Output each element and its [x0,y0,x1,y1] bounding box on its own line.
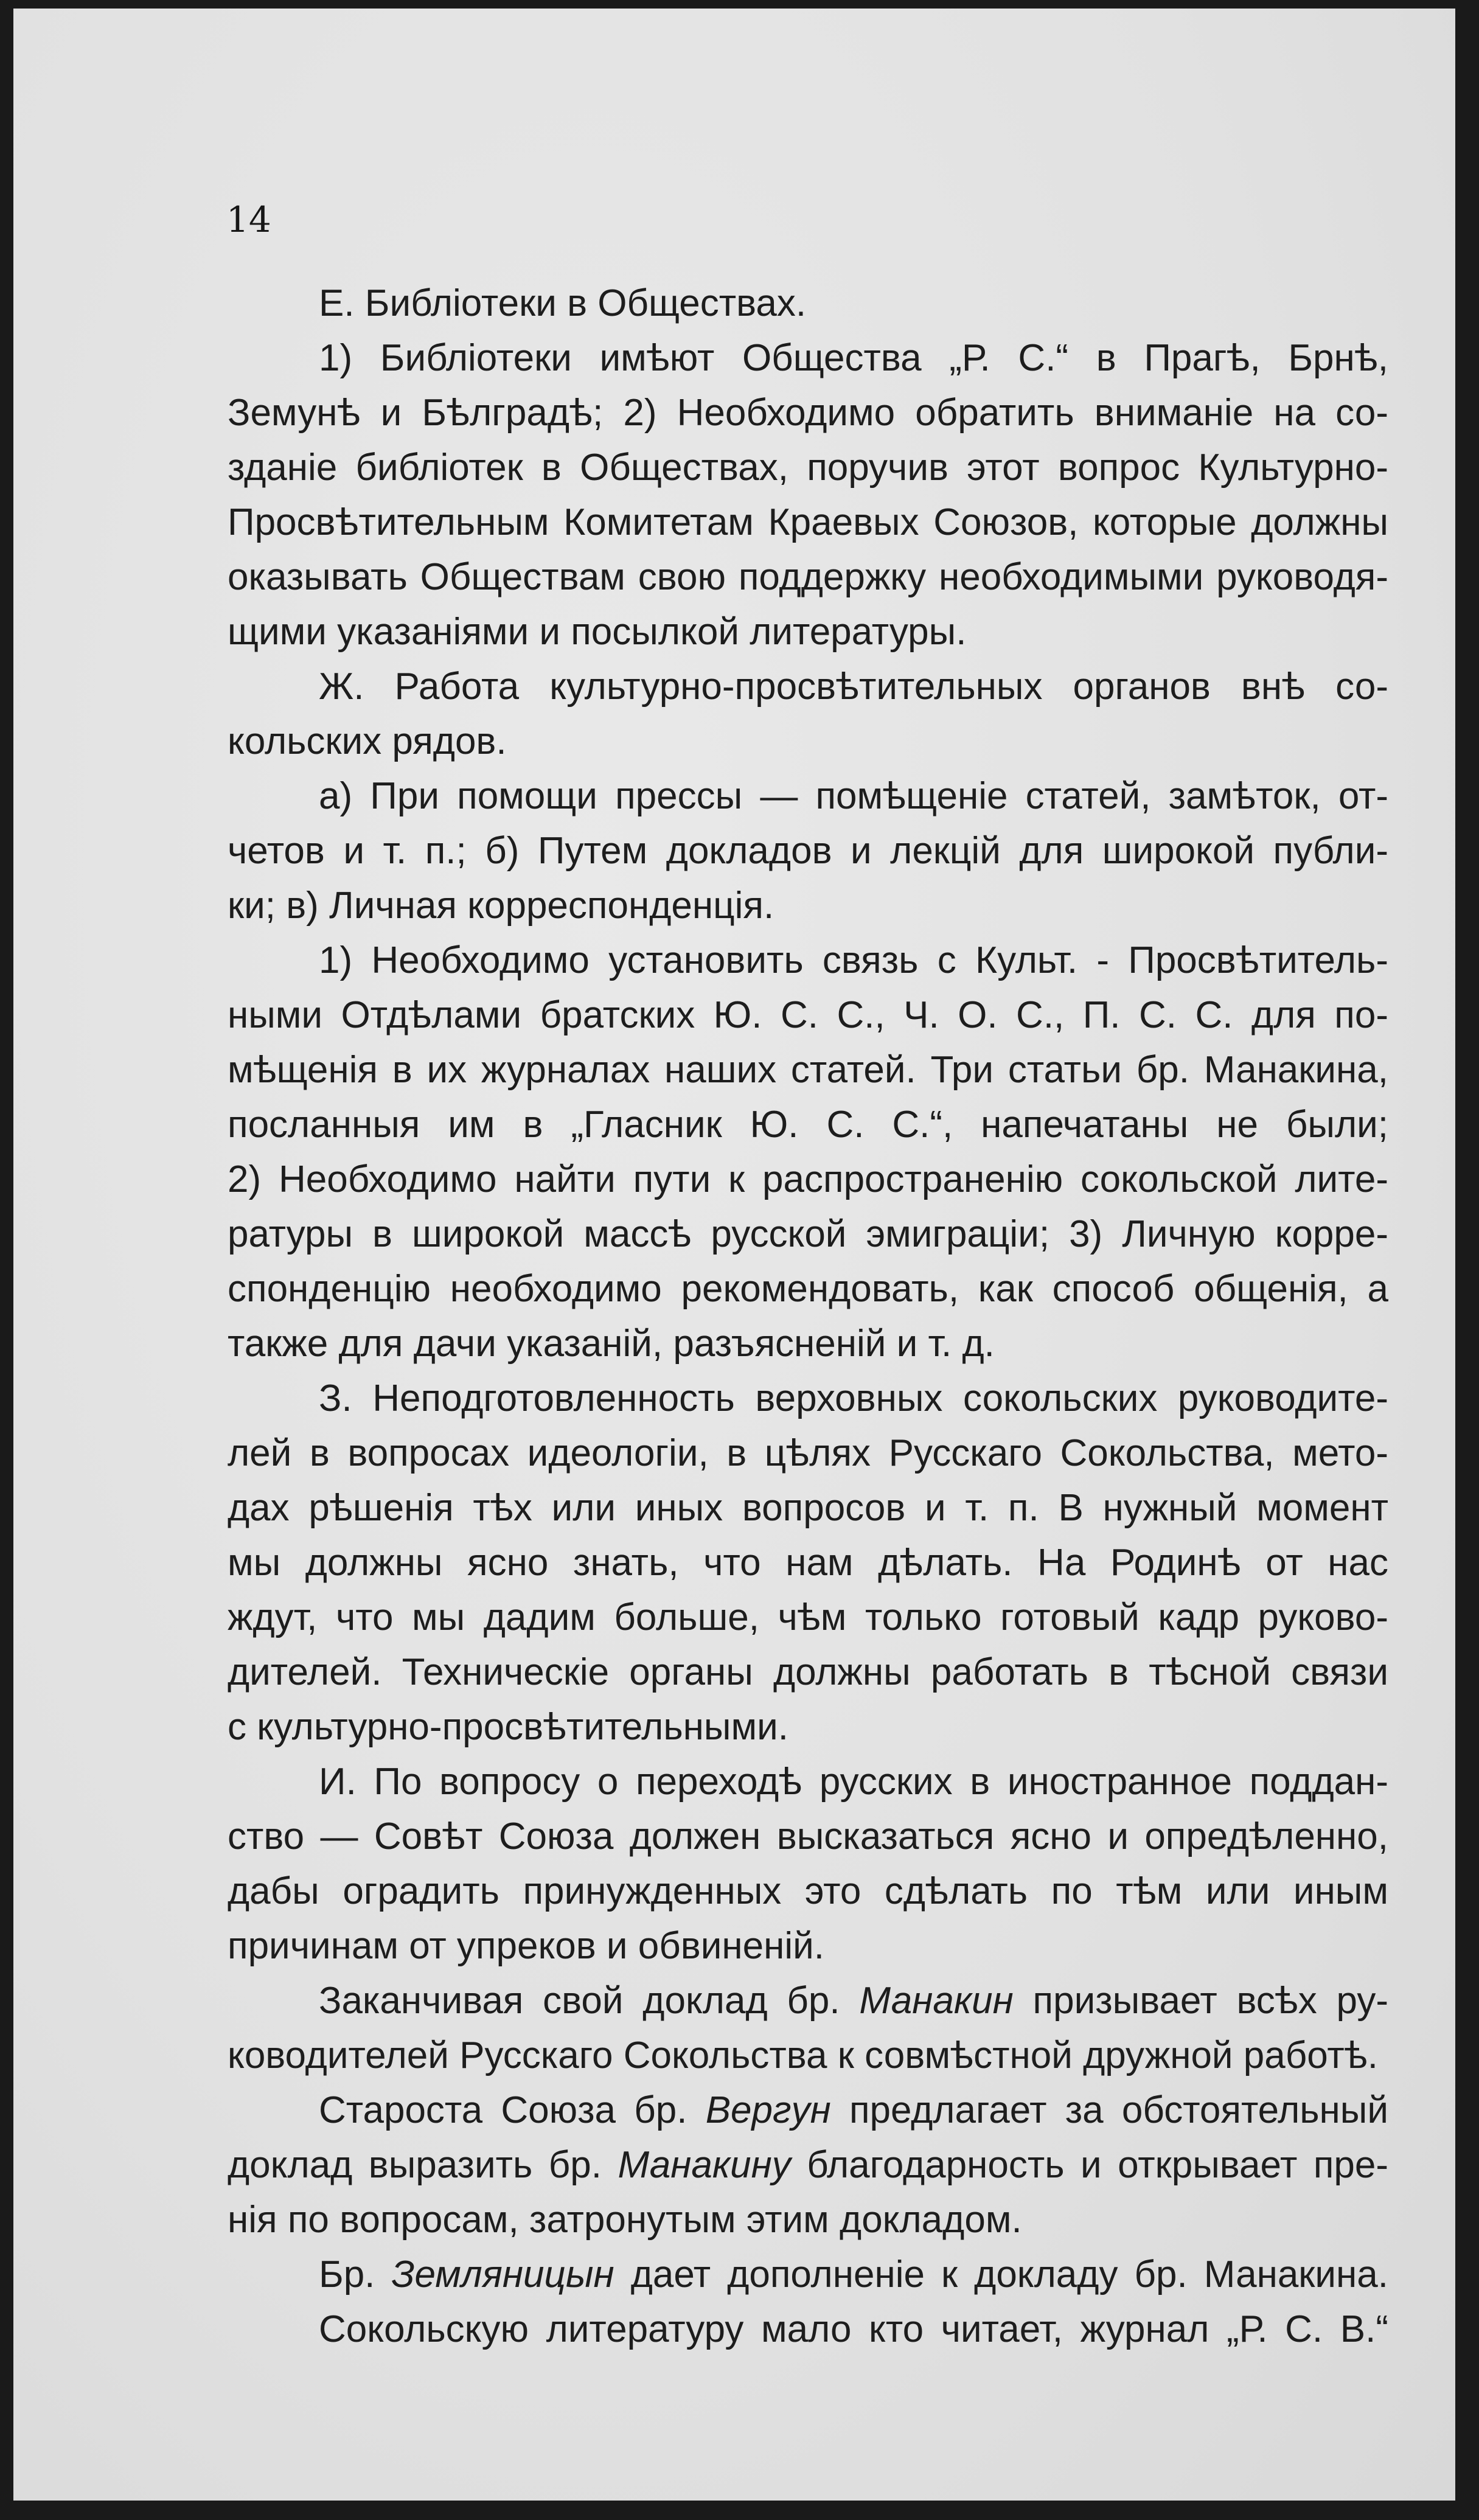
text-line [228,988,1388,1043]
text-run: дает дополненіе к докладу бр. Манакина. [614,2254,1388,2295]
text-line [228,2138,1388,2193]
text-line [228,1207,1388,1262]
text-line [228,1755,1388,1809]
text-run: оказывать Обществам свою поддержку необходимыми руководя- [228,556,1388,598]
text-line [228,1645,1388,1700]
text-run: ководителей Русскаго Сокольства к совмѣстной дружной работѣ. [228,2034,1378,2076]
text-run: Бр. [319,2254,392,2295]
text-line [228,605,1388,660]
text-run: спонденцію необходимо рекомендовать, как способ общенія, а [228,1268,1388,1310]
italic-name: Манакину [618,2144,791,2186]
text-line [228,1371,1388,1426]
text-run: ждут, что мы дадим больше, чѣм только готовый кадр руково- [228,1596,1388,1638]
text-line [228,2028,1388,2083]
page-number: 14 [226,199,271,240]
text-run: кольских рядов. [228,720,507,762]
book-page [13,9,1455,2501]
text-run: Е. Библіотеки в Обществах. [319,282,807,324]
italic-name: Земляницын [391,2254,614,2295]
text-run: 1) Необходимо установить связь с Культ. - Просвѣтитель- [319,939,1388,981]
text-run: а) При помощи прессы — помѣщеніе статей, замѣток, от- [319,775,1388,817]
text-run: Заканчивая свой доклад бр. [319,1980,860,2022]
text-line [228,1481,1388,1536]
text-run: доклад выразить бр. [228,2144,618,2186]
text-run: нія по вопросам, затронутым этим докладом. [228,2199,1022,2241]
text-run: с культурно-просвѣтительными. [228,1706,788,1748]
text-line [228,2083,1388,2138]
text-run: причинам от упреков и обвиненій. [228,1925,824,1967]
text-run: дабы оградить принужденных это сдѣлать по тѣм или иным [228,1870,1388,1912]
text-run: щими указаніями и посылкой литературы. [228,611,967,653]
text-line [228,1152,1388,1207]
text-line [228,1043,1388,1098]
text-line [228,1919,1388,1974]
text-line [228,331,1388,386]
text-run: Ж. Работа культурно-просвѣтительных органов внѣ со- [319,666,1388,708]
text-run: дителей. Техническіе органы должны работать в тѣсной связи [228,1651,1388,1693]
text-line [228,879,1388,933]
text-run: З. Неподготовленность верховных сокольских руководите- [319,1377,1388,1419]
text-run: зданіе библіотек в Обществах, поручив этот вопрос Культурно- [228,447,1388,489]
text-run: четов и т. п.; б) Путем докладов и лекцій для широкой публи- [228,830,1388,872]
text-line [228,1317,1388,1371]
text-line [228,276,1388,331]
text-run: предлагает за обстоятельный [830,2089,1388,2131]
text-run: 2) Необходимо найти пути к распространенію сокольской лите- [228,1158,1388,1200]
text-run: призывает всѣх ру- [1013,1980,1388,2022]
text-line [228,1974,1388,2028]
text-run: ки; в) Личная корреспонденція. [228,885,774,927]
text-line [228,2193,1388,2247]
body-text [228,276,1388,2357]
text-line [228,1098,1388,1152]
text-line [228,660,1388,714]
text-line [228,1590,1388,1645]
text-line [228,1536,1388,1590]
text-run: также для дачи указаній, разъясненій и т. д. [228,1323,995,1365]
text-line [228,1700,1388,1755]
text-run: мѣщенія в их журналах наших статей. Три статьи бр. Манакина, [228,1049,1388,1091]
text-run: лей в вопросах идеологіи, в цѣлях Русскаго Сокольства, мето- [228,1432,1388,1474]
text-run: Сокольскую литературу мало кто читает, журнал „Р. С. В.“ [319,2308,1388,2350]
text-run: благодарность и открывает пре- [790,2144,1388,2186]
text-line [228,386,1388,440]
text-line [228,1809,1388,1864]
text-line [228,1426,1388,1481]
text-line [228,2247,1388,2302]
text-run: посланныя им в „Гласник Ю. С. С.“, напечатаны не были; [228,1104,1388,1146]
italic-name: Манакин [859,1980,1014,2022]
text-run: мы должны ясно знать, что нам дѣлать. На Родинѣ от нас [228,1542,1388,1584]
text-line [228,933,1388,988]
text-run: дах рѣшенія тѣх или иных вопросов и т. п. В нужный момент [228,1487,1388,1529]
text-run: ратуры в широкой массѣ русской эмиграціи; 3) Личную корре- [228,1213,1388,1255]
text-run: ными Отдѣлами братских Ю. С. С., Ч. О. С., П. С. С. для по- [228,994,1388,1036]
text-line [228,2302,1388,2357]
text-line [228,824,1388,879]
text-line [228,769,1388,824]
italic-name: Вергун [705,2089,831,2131]
text-run: И. По вопросу о переходѣ русских в иностранное поддан- [319,1761,1388,1803]
text-run: 1) Библіотеки имѣют Общества „Р. С.“ в Прагѣ, Брнѣ, [319,337,1388,379]
text-run: ство — Совѣт Союза должен высказаться ясно и опредѣленно, [228,1815,1388,1857]
text-line [228,495,1388,550]
text-line [228,1864,1388,1919]
text-run: Земунѣ и Бѣлградѣ; 2) Необходимо обратить вниманіе на со- [228,392,1388,434]
text-line [228,714,1388,769]
text-line [228,1262,1388,1317]
text-run: Староста Союза бр. [319,2089,706,2131]
text-line [228,550,1388,605]
text-line [228,440,1388,495]
text-run: Просвѣтительным Комитетам Краевых Союзов, которые должны [228,501,1388,543]
